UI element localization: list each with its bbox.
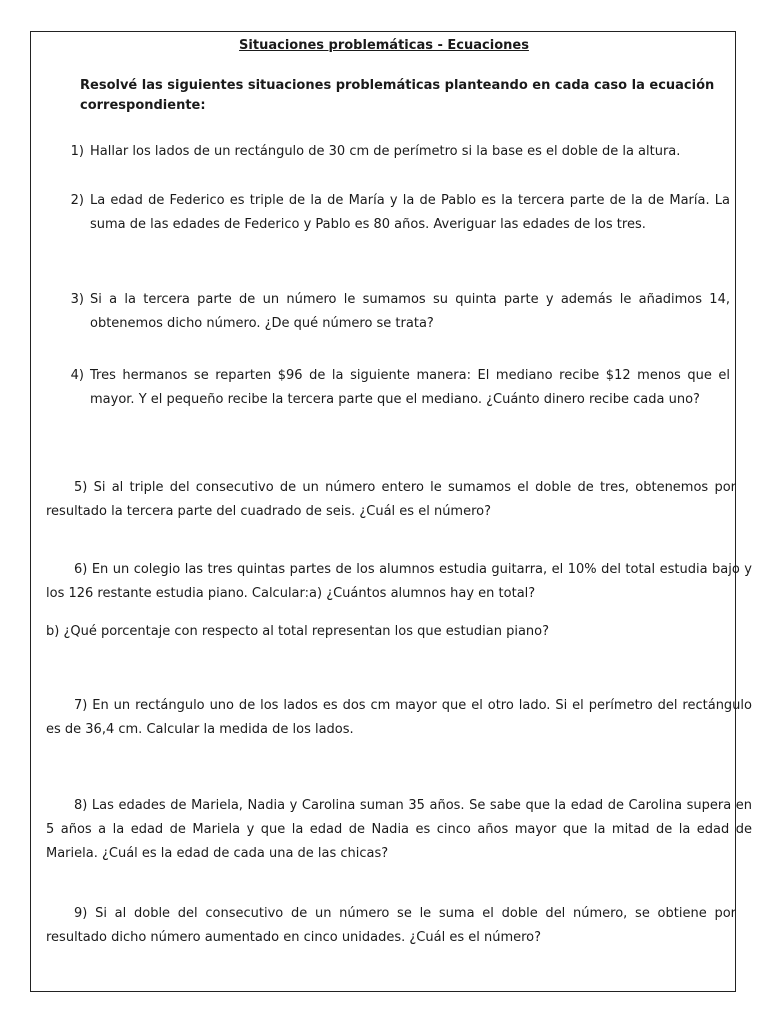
problem-3 — [62, 288, 730, 336]
problem-number: 4) — [70, 368, 84, 383]
problem-text: La edad de Federico es triple de la de María y la de Pablo es la tercera parte de la de María. La suma de las edades de Federico y Pablo es 80 años. Averiguar las edades de los tres. — [90, 193, 730, 232]
problem-6b: b) ¿Qué porcentaje con respecto al total representan los que estudian piano? — [46, 624, 550, 639]
problem-text: Tres hermanos se reparten $96 de la siguiente manera: El mediano recibe $12 menos que el mayor. Y el pequeño recibe la tercera parte que el mediano. ¿Cuánto dinero recibe cada uno? — [90, 368, 730, 407]
problem-number: 3) — [70, 292, 84, 307]
problem-text: Si a la tercera parte de un número le sumamos su quinta parte y además le añadimos 14, obtenemos dicho número. ¿De qué número se trata? — [90, 292, 730, 331]
problem-4 — [62, 364, 730, 412]
problem-2 — [62, 189, 730, 237]
problem-9: 9) Si al doble del consecutivo de un número se le suma el doble del número, se obtiene por resultado dicho número aumentado en cinco unidades. ¿Cuál es el número? — [46, 906, 736, 945]
problem-5: 5) Si al triple del consecutivo de un número entero le sumamos el doble de tres, obtenemos por resultado la tercera parte del cuadrado de seis. ¿Cuál es el número? — [46, 480, 736, 519]
problem-1 — [62, 140, 730, 164]
problem-8: 8) Las edades de Mariela, Nadia y Carolina suman 35 años. Se sabe que la edad de Carolina supera en 5 años a la edad de Mariela y que la edad de Nadia es cinco años mayor que la mitad de la edad de Mariela. ¿Cuál es la edad de cada una de las chicas? — [46, 798, 752, 861]
instruction-text: Resolvé las siguientes situaciones problemáticas planteando en cada caso la ecuación correspondiente: — [80, 78, 715, 113]
problem-6: 6) En un colegio las tres quintas partes de los alumnos estudia guitarra, el 10% del total estudia bajo y los 126 restante estudia piano. Calcular:a) ¿Cuántos alumnos hay en total? — [46, 562, 752, 601]
page-title: Situaciones problemáticas - Ecuaciones — [239, 38, 529, 53]
problem-text: Hallar los lados de un rectángulo de 30 cm de perímetro si la base es el doble de la altura. — [90, 144, 681, 159]
problem-number: 1) — [70, 144, 84, 159]
problem-7: 7) En un rectángulo uno de los lados es dos cm mayor que el otro lado. Si el perímetro del rectángulo es de 36,4 cm. Calcular la medida de los lados. — [46, 698, 752, 737]
problem-number: 2) — [70, 193, 84, 208]
